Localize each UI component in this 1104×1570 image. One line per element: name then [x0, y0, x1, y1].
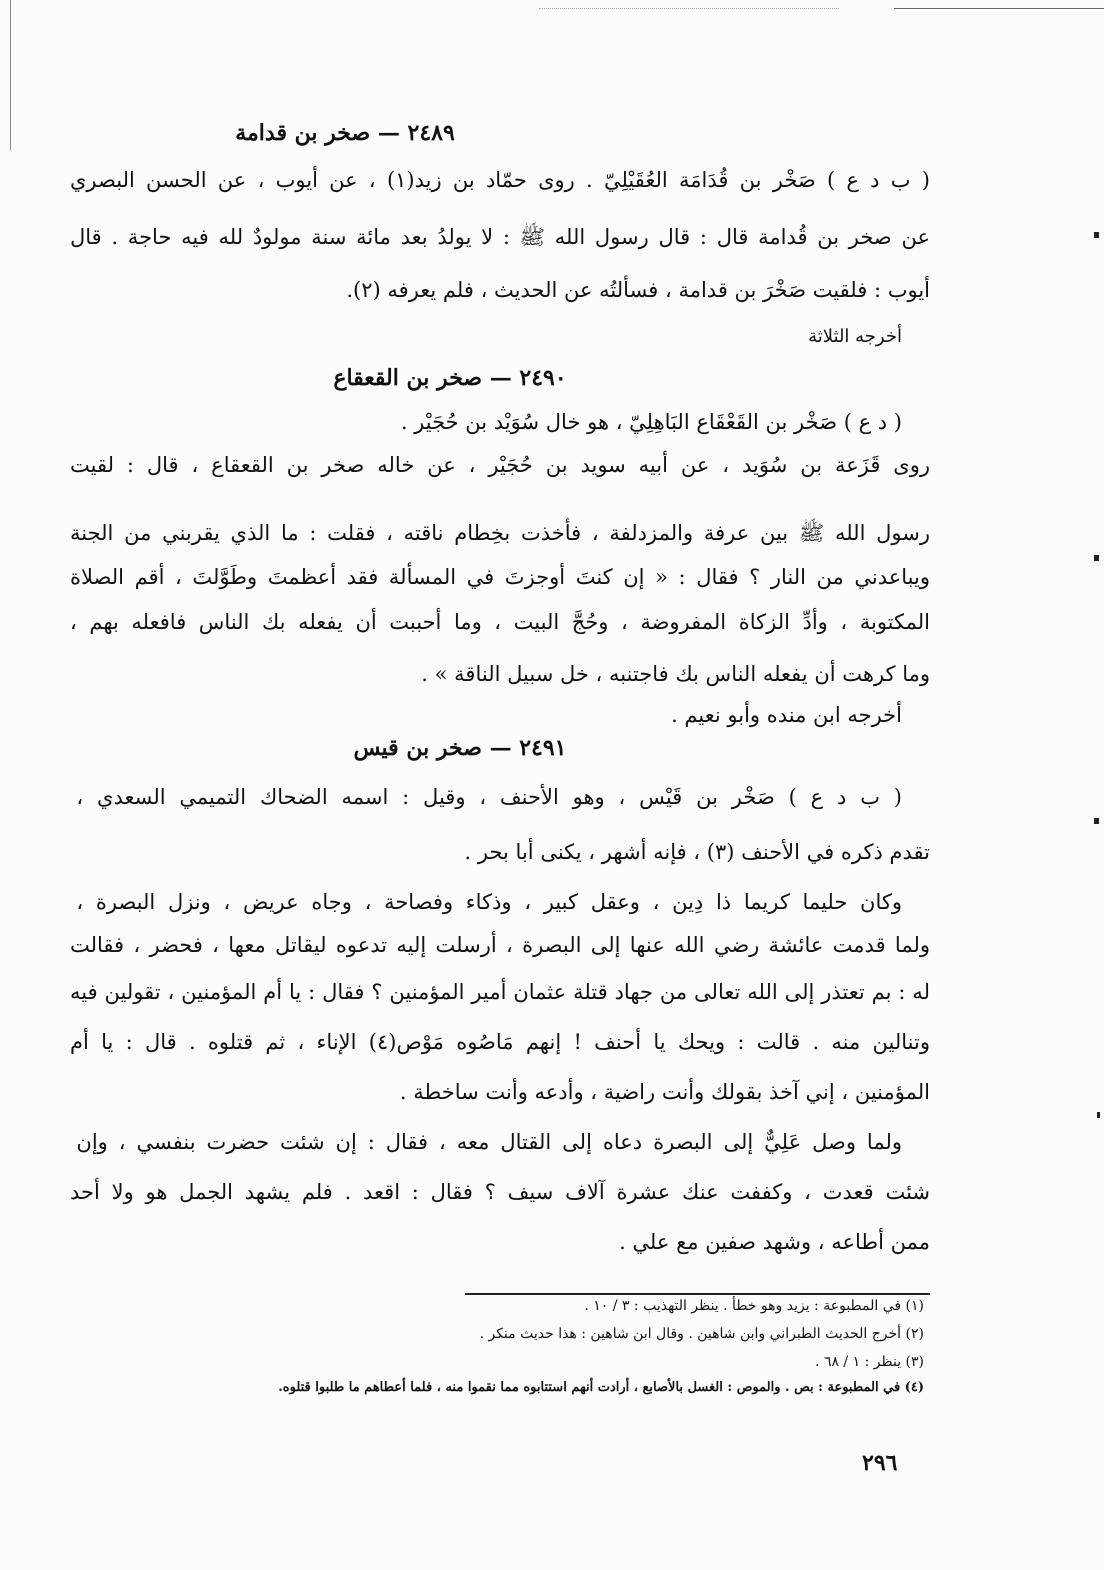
text-line: ( ب د ع ) صَخْر بن قَيْس ، وهو الأحنف ، وقيل : اسمه الضحاك التميمي السعدي ، [76, 785, 902, 809]
text-line: عن صخر بن قُدامة قال : قال رسول الله ﷺ : لا يولدُ بعد مائة سنة مولودٌ لله فيه حاجة . قال [70, 225, 930, 249]
footnote-rule [465, 1293, 930, 1295]
footnote: (٢) أخرج الحديث الطبراني وابن شاهين . وقال ابن شاهين : هذا حديث منكر . [479, 1326, 924, 1342]
text-line: ( ب د ع ) صَخْر بن قُدَامَة العُقَيْلِيّ . روى حمّاد بن زيد(١) ، عن أيوب ، عن الحسن البصري [70, 168, 930, 192]
text-line: وما كرهت أن يفعله الناس بك فاجتنبه ، خل سبيل الناقة » . [421, 662, 930, 686]
text-line: أيوب : فلقيت صَخْرَ بن قدامة ، فسألتُه عن الحديث ، فلم يعرفه (٢). [346, 278, 930, 302]
text-line: شئت قعدت ، وكففت عنك عشرة آلاف سيف ؟ فقال : اقعد . فلم يشهد الجمل هو ولا أحد [70, 1180, 930, 1204]
text-line: وكان حليما كريما ذا دِين ، وعقل كبير ، وذكاء وفصاحة ، وجاه عريض ، ونزل البصرة ، [76, 890, 902, 914]
text-line: وتنالين منه . قالت : ويحك يا أحنف ! إنهم مَاصُوه مَوْص(٤) الإناء ، ثم قتلوه . قال : يا أم [70, 1030, 930, 1054]
entry-body [70, 785, 930, 1275]
text-line: ولما قدمت عائشة رضي الله عنها إلى البصرة ، أرسلت إليه تدعوه ليقاتل معها ، فحضر ، فقالت [70, 933, 930, 957]
text-line: روى قَزَعة بن سُوَيد ، عن أبيه سويد بن حُجَيْر ، عن خاله صخر بن القعقاع ، قال : لقيت [70, 453, 930, 477]
footnote: (٣) ينظر : ١ / ٦٨ . [815, 1354, 924, 1370]
margin-mark [1094, 818, 1099, 824]
top-edge-rule [894, 8, 1104, 9]
text-line: أخرجه الثلاثة [808, 326, 902, 347]
text-line: له : بم تعتذر إلى الله تعالى من جهاد قتلة عثمان أمير المؤمنين ؟ فقال : يا أم المؤمنين ، تقولين فيه [70, 980, 930, 1004]
margin-mark [1094, 232, 1099, 238]
top-dotted-rule [539, 8, 839, 9]
text-line: ولما وصل عَلِيٌّ إلى البصرة دعاه إلى القتال معه ، فقال : إن شئت حضرت بنفسي ، وإن [76, 1130, 902, 1154]
footnote: (١) في المطبوعة : يزيد وهو خطأ . ينظر التهذيب : ٣ / ١٠ . [584, 1298, 924, 1314]
entry-heading: ٢٤٩١ — صخر بن قيس [353, 735, 567, 761]
margin-mark [1097, 1112, 1100, 1118]
entry-body [70, 410, 930, 730]
text-line: المكتوبة ، وأدِّ الزكاة المفروضة ، وحُجَّ البيت ، وما أحببت أن يفعله بك الناس فافعله بهم ، [70, 610, 930, 634]
footnote: (٤) في المطبوعة : بص . والموص : الغسل بالأصابع ، أرادت أنهم استتابوه مما نقموا منه ، فلما أعطاهم ما طلبوا قتلوه. [278, 1380, 924, 1395]
entry-heading: ٢٤٩٠ — صخر بن القعقاع [333, 365, 567, 391]
entry-heading: ٢٤٨٩ — صخر بن قدامة [235, 120, 455, 146]
left-binding-edge [10, 0, 11, 150]
text-line: المؤمنين ، إني آخذ بقولك وأنت راضية ، وأدعه وأنت ساخطة . [399, 1080, 930, 1104]
margin-mark [1094, 555, 1099, 561]
text-line: أخرجه ابن منده وأبو نعيم . [671, 703, 902, 727]
text-line: تقدم ذكره في الأحنف (٣) ، فإنه أشهر ، يكنى أبا بحر . [464, 840, 930, 864]
text-line: ممن أطاعه ، وشهد صفين مع علي . [619, 1230, 930, 1254]
text-line: ويباعدني من النار ؟ فقال : « إن كنتَ أوجزتَ في المسألة فقد أعظمتَ وطَوَّلتَ ، أقم الصلاة [70, 565, 930, 589]
entry-body [70, 168, 930, 358]
page-number: ٢٩٦ [862, 1450, 898, 1476]
text-line: ( د ع ) صَخْر بن القَعْقَاع البَاهِلِيّ ، هو خال سُوَيْد بن حُجَيْر . [400, 410, 902, 434]
text-line: رسول الله ﷺ بين عرفة والمزدلفة ، فأخذت بخِطام ناقته ، فقلت : ما الذي يقربني من الجنة [70, 521, 930, 545]
